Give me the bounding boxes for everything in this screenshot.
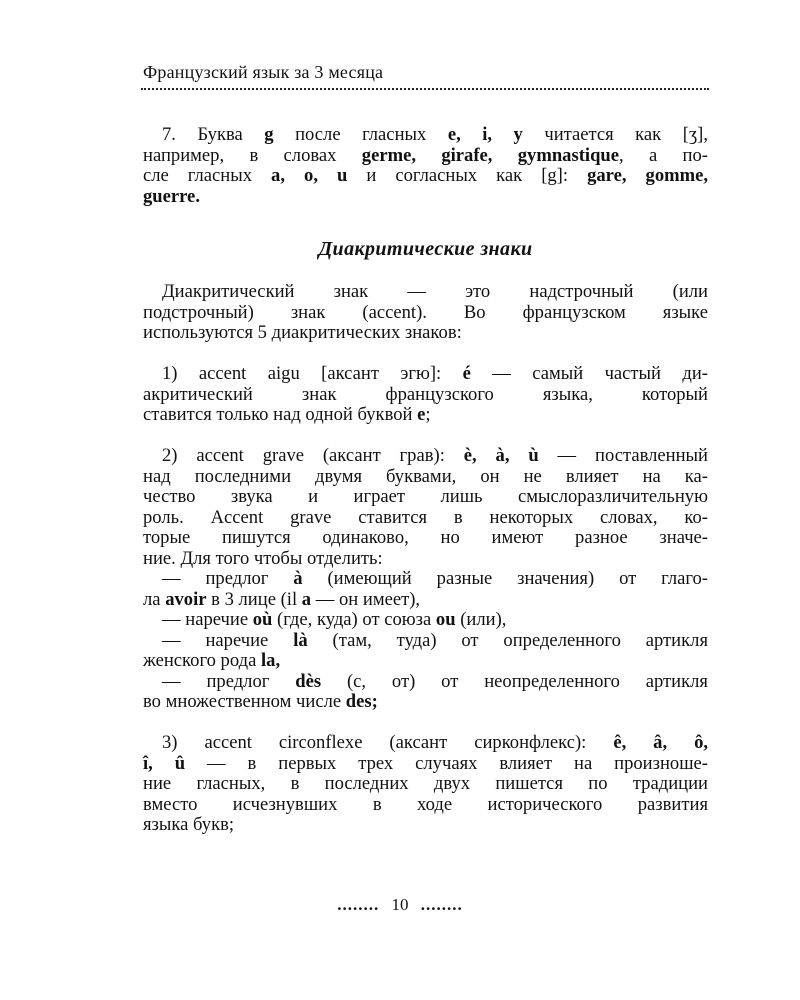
text-run: — самый частый ди-	[470, 363, 708, 384]
spacer	[143, 264, 708, 282]
text-run: — поставленный	[538, 445, 709, 466]
text-run: , а по-	[619, 144, 708, 166]
text-run: — наречие	[162, 629, 294, 651]
text-run: 3) accent circonflexe (аксант сирконфлекс):	[162, 732, 614, 753]
footer-dots-right: ........	[420, 895, 463, 914]
text-run: — наречие	[162, 609, 253, 630]
bold-term: e	[417, 404, 426, 425]
text-run: Диакритический знак — это надстрочный (или	[162, 281, 708, 302]
paragraph-gap	[143, 713, 708, 734]
text-line	[143, 672, 708, 693]
text-run: — он имеет),	[311, 588, 421, 610]
text-run: — предлог	[162, 670, 296, 692]
bold-term: î, û	[143, 752, 186, 774]
text-run: подстрочный) знак (accent). Во французском языке	[143, 301, 708, 323]
text-run: торые пишутся одинаково, но имеют разное значе-	[143, 527, 708, 548]
bold-term: g	[264, 124, 274, 145]
text-line	[143, 446, 708, 467]
text-line	[143, 774, 708, 795]
text-run: над последними двумя буквами, он не влияет на ка-	[143, 465, 708, 487]
text-run: (имеющий разные значения) от глаго-	[302, 568, 708, 589]
text-line	[143, 487, 708, 508]
text-line	[143, 733, 708, 754]
text-run: ние гласных, в последних двух пишется по традиции	[143, 773, 708, 794]
text-run: 7. Буква	[162, 124, 265, 145]
text-run: в 3 лице (il	[206, 588, 302, 610]
text-line	[143, 569, 708, 590]
bold-term: germe, girafe, gymnastique	[361, 144, 619, 166]
bold-term: è, à, ù	[463, 445, 539, 466]
text-line	[143, 651, 708, 672]
bold-term: des;	[345, 691, 378, 712]
text-run: ла	[143, 588, 166, 610]
text-run: вместо исчезнувших в ходе исторического развития	[143, 793, 708, 815]
text-line	[143, 385, 708, 406]
bold-term: a	[301, 588, 312, 610]
text-run: после гласных	[273, 124, 448, 145]
text-line	[143, 590, 708, 611]
text-run: женского рода	[143, 650, 261, 671]
text-run: чество звука и играет лишь смыслоразличительную	[143, 486, 708, 507]
text-line	[143, 364, 708, 385]
text-run: (где, куда) от союза	[272, 609, 436, 630]
text-line	[143, 405, 708, 426]
text-line	[143, 166, 708, 187]
bold-term: é	[462, 363, 471, 384]
text-line	[143, 187, 708, 208]
section-title: Диакритические знаки	[318, 238, 533, 260]
text-line	[143, 692, 708, 713]
text-line	[143, 282, 708, 303]
bold-term: guerre.	[143, 185, 200, 207]
text-run: — в первых трех случаях влияет на произноше-	[185, 752, 708, 774]
body-text	[143, 125, 708, 836]
page-number: 10	[391, 895, 409, 914]
text-run: — предлог	[162, 568, 294, 589]
paragraph-gap	[143, 344, 708, 365]
text-run: ;	[425, 404, 431, 425]
bold-term: e, i, y	[447, 124, 523, 145]
text-line	[143, 508, 708, 529]
text-run: например, в словах	[143, 144, 362, 166]
text-run: ние. Для того чтобы отделить:	[143, 547, 383, 569]
text-run: читается как [ʒ],	[522, 124, 708, 145]
spacer	[143, 207, 708, 234]
page-footer	[0, 895, 800, 915]
text-line	[143, 754, 708, 775]
bold-term: ê, â, ô,	[613, 732, 709, 753]
text-line	[143, 467, 708, 488]
text-run: 1) accent aigu [аксант эгю]:	[162, 363, 463, 384]
bold-term: gare, gomme,	[587, 165, 708, 186]
text-line	[143, 323, 708, 344]
footer-dots-left: ........	[337, 895, 380, 914]
paragraph-gap	[143, 426, 708, 447]
bold-term: ou	[435, 609, 456, 630]
running-title: Французский язык за 3 месяца	[143, 62, 384, 82]
text-line	[143, 795, 708, 816]
text-run: используются 5 диакритических знаков:	[143, 322, 462, 343]
bold-term: dès	[295, 670, 322, 692]
bold-term: la,	[260, 650, 281, 671]
bold-term: à	[293, 568, 303, 589]
text-line	[143, 549, 708, 570]
text-line	[143, 631, 708, 652]
text-run: языка букв;	[143, 814, 235, 835]
text-run: (с, от) от неопределенного артикля	[321, 670, 708, 692]
bold-term: a, o, u	[271, 165, 348, 186]
text-line	[143, 610, 708, 631]
text-run: (или),	[455, 609, 507, 630]
text-line	[143, 303, 708, 324]
text-line	[143, 146, 708, 167]
bold-term: où	[252, 609, 273, 630]
bold-term: avoir	[165, 588, 207, 610]
text-line	[143, 528, 708, 549]
text-line	[143, 815, 708, 836]
text-run: и согласных как [g]:	[347, 165, 588, 186]
header-dotted-rule	[141, 88, 709, 90]
text-run: 2) accent grave (аксант грав):	[162, 445, 464, 466]
text-run: ставится только над одной буквой	[143, 404, 418, 425]
text-run: во множественном числе	[143, 691, 346, 712]
text-run: (там, туда) от определенного артикля	[307, 629, 708, 651]
bold-term: là	[293, 629, 308, 651]
text-line	[143, 125, 708, 146]
text-run: сле гласных	[143, 165, 272, 186]
text-run: роль. Accent grave ставится в некоторых словах, ко-	[143, 506, 708, 528]
text-run: акритический знак французского языка, который	[143, 383, 708, 405]
